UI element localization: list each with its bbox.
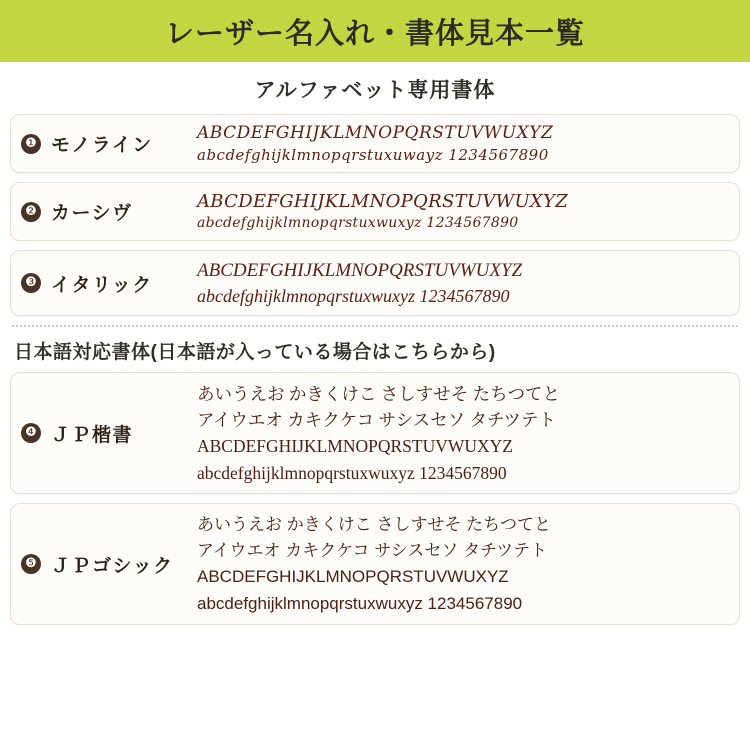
sample-line-uppercase: ABCDEFGHIJKLMNOPQRSTUVWUXYZ xyxy=(197,260,523,282)
font-sample-italic xyxy=(197,258,729,308)
font-name-jp-kaisho: ＪＰ楷書 xyxy=(51,424,134,446)
font-name-cursive: カーシヴ xyxy=(51,203,133,225)
page-header xyxy=(0,0,750,62)
sample-line-lowercase: abcdefghijklmnopqrstuxwuxyz 1234567890 xyxy=(197,215,519,232)
section-heading-alphabet: アルファベット専用書体 xyxy=(254,79,496,102)
page-title: レーザー名入れ・書体見本一覧 xyxy=(164,17,585,50)
sample-line-uppercase: ABCDEFGHIJKLMNOPQRSTUVWUXYZ xyxy=(197,567,509,587)
font-card-label xyxy=(21,130,197,157)
sample-line-katakana: アイウエオ カキクケコ サシスセソ タチツテト xyxy=(197,540,548,560)
sample-line-lowercase: abcdefghijklmnopqrstuxwuxyz 1234567890 xyxy=(197,593,523,613)
sample-line-hiragana: あいうえお かきくけこ さしすせそ たちつてと xyxy=(197,383,560,404)
font-card-label xyxy=(21,270,197,297)
sample-line-katakana: アイウエオ カキクケコ サシスセソ タチツテト xyxy=(197,410,556,431)
sample-line-lowercase: abcdefghijklmnopqrstuxwuxyz 1234567890 xyxy=(197,286,510,307)
number-badge-2: ❷ xyxy=(21,202,41,222)
font-sample-cursive xyxy=(197,190,729,233)
number-badge-4: ❹ xyxy=(21,423,41,443)
sample-line-hiragana: あいうえお かきくけこ さしすせそ たちつてと xyxy=(197,514,551,534)
font-card-label xyxy=(21,551,197,578)
alphabet-font-list xyxy=(0,114,750,316)
font-name-monoline: モノライン xyxy=(51,135,153,157)
font-card-monoline[interactable] xyxy=(10,114,740,173)
number-badge-5: ❺ xyxy=(21,554,41,574)
font-name-italic: イタリック xyxy=(51,274,153,296)
font-card-jp-gothic[interactable] xyxy=(10,503,740,625)
font-card-label xyxy=(21,420,197,447)
font-name-jp-gothic: ＪＰゴシック xyxy=(51,555,174,577)
font-sample-jp-gothic xyxy=(197,512,729,617)
font-card-cursive[interactable] xyxy=(10,182,740,241)
sample-line-uppercase: ABCDEFGHIJKLMNOPQRSTUVWUXYZ xyxy=(197,191,569,213)
sample-line-uppercase: ABCDEFGHIJKLMNOPQRSTUVWUXYZ xyxy=(197,123,554,143)
font-card-jp-kaisho[interactable] xyxy=(10,372,740,494)
sample-line-lowercase: abcdefghijklmnopqrstuxwuxyz 1234567890 xyxy=(197,462,507,483)
number-badge-3: ❸ xyxy=(21,273,41,293)
number-badge-1: ❶ xyxy=(21,134,41,154)
sample-line-uppercase: ABCDEFGHIJKLMNOPQRSTUVWUXYZ xyxy=(197,436,513,457)
font-sample-monoline xyxy=(197,122,729,165)
section-heading-japanese: 日本語対応書体(日本語が入っている場合はこちらから) xyxy=(14,342,496,364)
japanese-font-list xyxy=(0,372,750,625)
font-sample-jp-kaisho xyxy=(197,381,729,486)
font-card-label xyxy=(21,198,197,225)
sample-line-lowercase: abcdefghijklmnopqrstuxuwayz 1234567890 xyxy=(197,145,549,164)
font-card-italic[interactable] xyxy=(10,250,740,316)
